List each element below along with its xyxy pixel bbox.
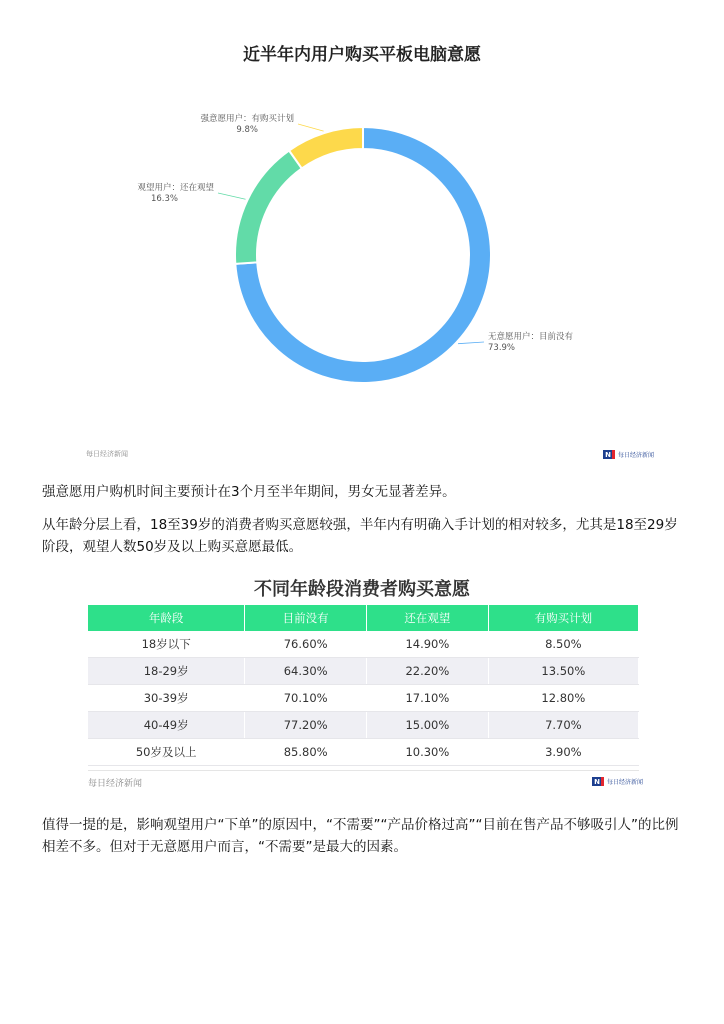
header-age: 年龄段 — [88, 605, 245, 631]
table-title: 不同年龄段消费者购买意愿 — [254, 579, 470, 600]
brand-name: 每日经济新闻 — [618, 452, 655, 459]
header-none: 目前没有 — [245, 605, 367, 631]
paragraph-1: 强意愿用户购机时间主要预计在3个月至半年期间，男女无显著差异。 — [42, 484, 456, 500]
brand-logo — [603, 450, 654, 459]
table-cell: 70.10% — [245, 685, 367, 712]
table-cell: 18岁以下 — [88, 631, 245, 658]
table-cell: 50岁及以上 — [88, 739, 245, 766]
leader-line — [298, 124, 324, 131]
paragraph-3: 值得一提的是，影响观望用户“下单”的原因中，“不需要”“产品价格过高”“目前在售产品不够吸引人”的比例相差不多。但对于无意愿用户而言，“不需要”是最大的因素。 — [42, 817, 679, 855]
logo-icon: N — [603, 450, 613, 459]
table-row — [88, 712, 639, 739]
table-watermark: 每日经济新闻 — [88, 779, 143, 789]
logo-icon: N — [592, 777, 602, 786]
age-group-table — [88, 605, 639, 766]
donut-chart — [0, 0, 724, 470]
chart-title: 近半年内用户购买平板电脑意愿 — [243, 45, 481, 65]
table-cell: 76.60% — [245, 631, 367, 658]
header-plan: 有购买计划 — [488, 605, 638, 631]
slice-strong-intent — [289, 127, 363, 168]
divider — [88, 770, 639, 771]
table-cell: 77.20% — [245, 712, 367, 739]
table-cell: 30-39岁 — [88, 685, 245, 712]
table-cell: 12.80% — [488, 685, 638, 712]
slice-category-label: 强意愿用户：有购买计划 — [200, 114, 294, 124]
chart-watermark: 每日经济新闻 — [86, 450, 128, 458]
table-cell: 15.00% — [367, 712, 489, 739]
table-cell: 10.30% — [367, 739, 489, 766]
slice-value-label: 73.9% — [488, 343, 516, 353]
table-cell: 7.70% — [488, 712, 638, 739]
table-cell: 14.90% — [367, 631, 489, 658]
table-cell: 8.50% — [488, 631, 638, 658]
table-row — [88, 631, 639, 658]
table-row — [88, 685, 639, 712]
leader-line — [458, 342, 484, 344]
slice-value-label: 9.8% — [236, 125, 258, 135]
slice-category-label: 无意愿用户：目前没有 — [488, 332, 574, 342]
header-watching: 还在观望 — [367, 605, 489, 631]
table-header-row — [88, 605, 639, 631]
table-cell: 85.80% — [245, 739, 367, 766]
table-row — [88, 739, 639, 766]
table-cell: 17.10% — [367, 685, 489, 712]
table-cell: 22.20% — [367, 658, 489, 685]
table-cell: 18-29岁 — [88, 658, 245, 685]
leader-line — [218, 193, 246, 199]
slice-category-label: 观望用户：还在观望 — [137, 183, 214, 193]
slice-watching — [235, 151, 302, 264]
table-cell: 3.90% — [488, 739, 638, 766]
paragraph-2: 从年龄分层上看，18至39岁的消费者购买意愿较强，半年内有明确入手计划的相对较多，尤其是18至29岁阶段，观望人数50岁及以上购买意愿最低。 — [42, 517, 678, 555]
slice-value-label: 16.3% — [150, 194, 178, 204]
table-cell: 13.50% — [488, 658, 638, 685]
brand-name: 每日经济新闻 — [607, 779, 644, 786]
brand-logo — [592, 777, 643, 786]
table-row — [88, 658, 639, 685]
table-cell: 64.30% — [245, 658, 367, 685]
table-cell: 40-49岁 — [88, 712, 245, 739]
